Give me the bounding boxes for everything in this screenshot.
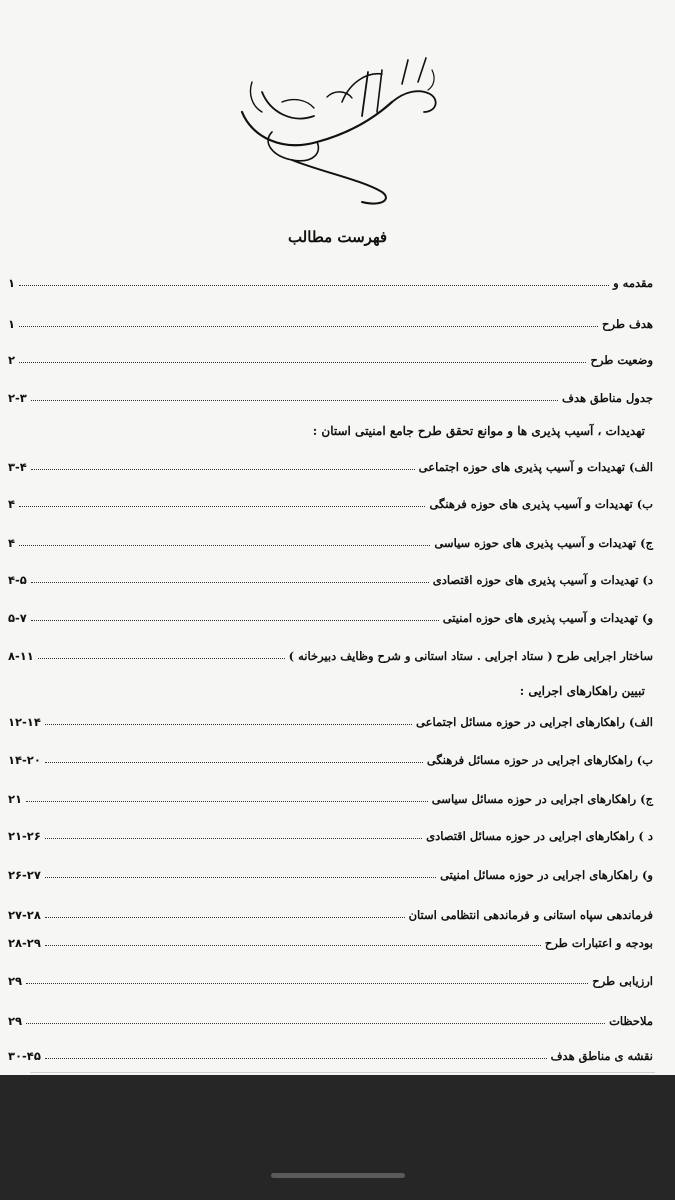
toc-entry-label: ارزیابی طرح	[592, 974, 653, 988]
home-indicator[interactable]	[271, 1173, 405, 1178]
toc-row	[8, 966, 653, 988]
dot-leader	[45, 1058, 547, 1059]
dot-leader	[19, 326, 598, 327]
toc-page-number: ۲-۳	[8, 391, 27, 405]
toc-entry-label: ج) تهدیدات و آسیب پذیری های حوزه سیاسی	[434, 536, 653, 550]
toc-entry-label: و) راهکارهای اجرایی در حوزه مسائل امنیتی	[440, 868, 653, 882]
toc-row	[8, 565, 653, 587]
toc-entry-label: ساختار اجرایی طرح ( ستاد اجرایی . ستاد استانی و شرح وظایف دبیرخانه )	[288, 649, 653, 663]
viewer-bottom-bar	[0, 1075, 675, 1200]
toc-page-number: ۲۱	[8, 792, 23, 806]
toc-page-number: ۱	[8, 276, 16, 290]
toc-entry-label: ب) راهکارهای اجرایی در حوزه مسائل فرهنگی	[426, 753, 653, 767]
dot-leader	[26, 801, 428, 802]
toc-title: فهرست مطالب	[287, 228, 388, 246]
dot-leader	[31, 400, 558, 401]
toc-page-number: ۳۰-۴۵	[8, 1049, 41, 1063]
toc-entry-label: ج) راهکارهای اجرایی در حوزه مسائل سیاسی	[431, 792, 653, 806]
toc-row	[8, 745, 653, 767]
toc-page-number: ۱۴-۲۰	[8, 753, 41, 767]
toc-page-number: ۲	[8, 353, 16, 367]
dot-leader	[38, 658, 285, 659]
toc-entry-label: د) تهدیدات و آسیب پذیری های حوزه اقتصادی	[432, 573, 653, 587]
toc-row	[8, 641, 653, 663]
toc-row	[8, 860, 653, 882]
toc-row	[8, 268, 653, 290]
section-heading-strategies: تبیین راهکارهای اجرایی :	[519, 684, 645, 698]
toc-entry-label: و) تهدیدات و آسیب پذیری های حوزه امنیتی	[442, 611, 653, 625]
toc-page-number: ۴	[8, 497, 16, 511]
toc-page-number: ۵-۷	[8, 611, 27, 625]
toc-entry-label: وضعیت طرح	[590, 353, 653, 367]
section-heading-threats: تهدیدات ، آسیب پذیری ها و موانع تحقق طرح جامع امنیتی استان :	[312, 424, 645, 438]
toc-row	[8, 603, 653, 625]
page-edge-line	[30, 1072, 655, 1073]
toc-row	[8, 928, 653, 950]
toc-page-number: ۲۱-۲۶	[8, 829, 41, 843]
toc-page-number: ۲۶-۲۷	[8, 868, 41, 882]
toc-page-number: ۲۸-۲۹	[8, 936, 41, 950]
dot-leader	[45, 724, 412, 725]
toc-row	[8, 383, 653, 405]
dot-leader	[31, 582, 429, 583]
toc-entry-label: نقشه ی مناطق هدف	[550, 1049, 653, 1063]
dot-leader	[19, 285, 609, 286]
toc-row	[8, 528, 653, 550]
toc-page-number: ۸-۱۱	[8, 649, 34, 663]
dot-leader	[31, 620, 439, 621]
bismillah-calligraphy	[222, 42, 452, 210]
calligraphy-icon	[222, 42, 452, 210]
toc-page-number: ۴-۵	[8, 573, 27, 587]
toc-row	[8, 345, 653, 367]
toc-page-number: ۴	[8, 536, 16, 550]
toc-entry-label: د ) راهکارهای اجرایی در حوزه مسائل اقتصادی	[426, 829, 653, 843]
toc-page-number: ۱۲-۱۴	[8, 715, 41, 729]
dot-leader	[31, 469, 415, 470]
toc-row	[8, 707, 653, 729]
dot-leader	[45, 945, 541, 946]
toc-row	[8, 900, 653, 922]
toc-row	[8, 489, 653, 511]
toc-row	[8, 784, 653, 806]
dot-leader	[26, 983, 588, 984]
toc-row	[8, 309, 653, 331]
dot-leader	[19, 506, 425, 507]
toc-entry-label: ب) تهدیدات و آسیب پذیری های حوزه فرهنگی	[429, 497, 653, 511]
toc-row	[8, 452, 653, 474]
toc-entry-label: بودجه و اعتبارات طرح	[544, 936, 653, 950]
dot-leader	[19, 545, 430, 546]
toc-entry-label: الف) راهکارهای اجرایی در حوزه مسائل اجتماعی	[416, 715, 653, 729]
toc-entry-label: فرماندهی سپاه استانی و فرماندهی انتظامی استان	[408, 908, 653, 922]
toc-page-number: ۲۷-۲۸	[8, 908, 41, 922]
dot-leader	[45, 917, 405, 918]
toc-entry-label: ملاحظات	[609, 1014, 653, 1028]
dot-leader	[19, 362, 586, 363]
toc-entry-label: هدف طرح	[602, 317, 653, 331]
dot-leader	[45, 838, 422, 839]
toc-entry-label: الف) تهدیدات و آسیب پذیری های حوزه اجتماعی	[418, 460, 653, 474]
toc-page-number: ۲۹	[8, 974, 23, 988]
toc-row	[8, 821, 653, 843]
dot-leader	[26, 1023, 605, 1024]
toc-page-number: ۲۹	[8, 1014, 23, 1028]
toc-page-number: ۳-۴	[8, 460, 27, 474]
dot-leader	[45, 762, 423, 763]
toc-page-number: ۱	[8, 317, 16, 331]
toc-entry-label: مقدمه و	[613, 276, 653, 290]
dot-leader	[45, 877, 436, 878]
toc-row	[8, 1006, 653, 1028]
toc-entry-label: جدول مناطق هدف	[562, 391, 653, 405]
toc-row	[8, 1041, 653, 1063]
